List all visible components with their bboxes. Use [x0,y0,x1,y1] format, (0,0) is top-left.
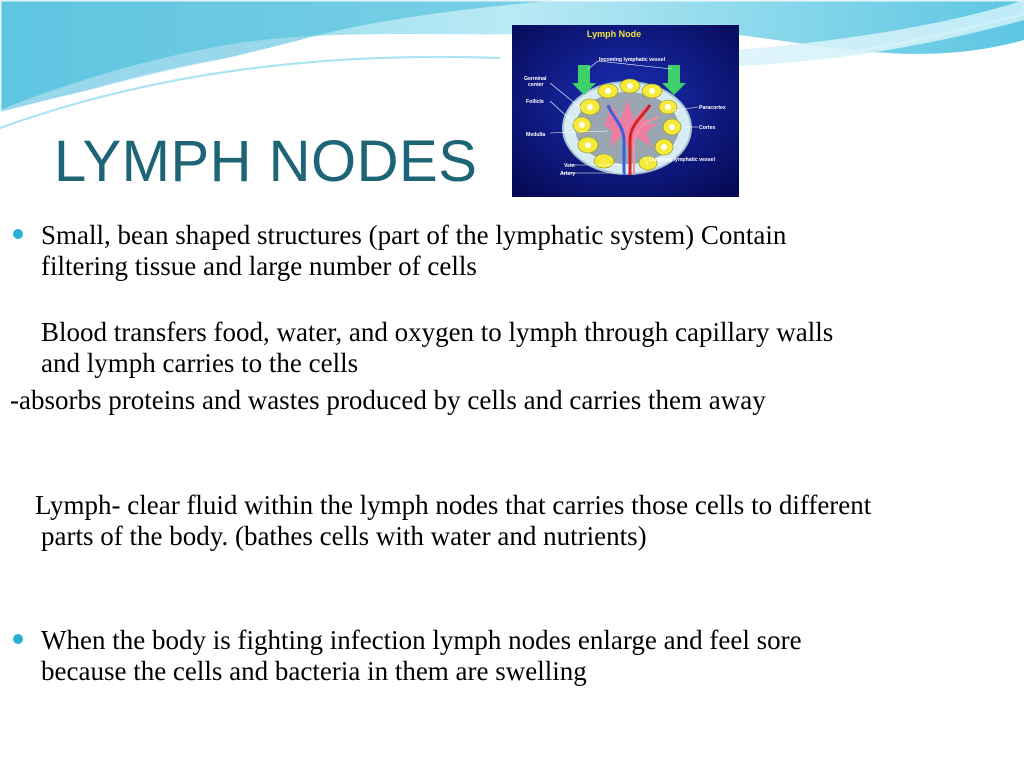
label-cortex: Cortex [699,125,716,131]
label-vein: Vein [564,163,575,169]
paragraph-3: -absorbs proteins and wastes produced by cells and carries them away [10,385,766,415]
diagram-title: Lymph Node [586,29,642,39]
bullet-dot-1 [13,229,23,239]
paragraph-1: Small, bean shaped structures (part of the lymphatic system) Contain filtering tissue and large number of cells [41,220,787,281]
label-paracortex: Paracortex [699,105,726,111]
paragraph-2: Blood transfers food, water, and oxygen to lymph through capillary walls and lymph carries to the cells [41,317,834,378]
label-follicle: Follicle [526,99,544,105]
label-center: center [528,82,544,88]
paragraph-4: Lymph- clear fluid within the lymph nodes that carries those cells to different parts of the body. (bathes cells with water and nutrients) [35,490,872,551]
slide-title: LYMPH NODES [54,129,478,194]
label-germinal: Germinal [524,76,547,82]
label-outgoing: Outgoing lymphatic vessel [649,157,716,163]
label-medulla: Medulla [526,132,546,138]
paragraph-5: When the body is fighting infection lymph nodes enlarge and feel sore because the cells and bacteria in them are swelling [41,625,802,686]
label-artery: Artery [560,171,576,177]
bullet-dot-2 [13,634,23,644]
label-incoming: Incoming lymphatic vessel [599,57,666,63]
